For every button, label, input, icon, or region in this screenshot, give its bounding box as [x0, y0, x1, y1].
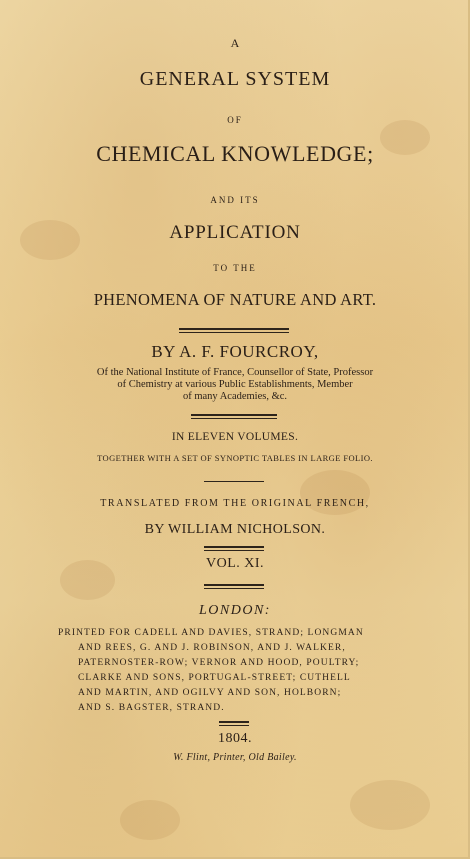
title-chemical-knowledge: CHEMICAL KNOWLEDGE;: [96, 141, 374, 166]
ornamental-rule: [204, 481, 264, 482]
translator-line: BY WILLIAM NICHOLSON.: [144, 522, 326, 537]
printers-line: CLARKE AND SONS, PORTUGAL-STREET; CUTHELL: [78, 673, 351, 683]
printers-line: PRINTED FOR CADELL AND DAVIES, STRAND; LONGMAN: [58, 628, 364, 638]
double-rule: [204, 546, 264, 551]
credentials-line: of Chemistry at various Public Establishments, Member: [117, 379, 353, 390]
credentials-line: Of the National Institute of France, Counsellor of State, Professor: [96, 367, 374, 378]
title-application: APPLICATION: [169, 222, 301, 243]
tables-line: TOGETHER WITH A SET OF SYNOPTIC TABLES IN LARGE FOLIO.: [97, 453, 373, 463]
title-general-system: GENERAL SYSTEM: [139, 68, 331, 90]
volumes-line: IN ELEVEN VOLUMES.: [171, 431, 299, 443]
printers-line: PATERNOSTER-ROW; VERNOR AND HOOD, POULTRY;: [78, 658, 360, 668]
title-and-its: AND ITS: [210, 195, 260, 205]
printers-line: AND REES, G. AND J. ROBINSON, AND J. WALKER,: [78, 643, 346, 653]
printers-line: AND S. BAGSTER, STRAND.: [78, 703, 225, 713]
author-line: BY A. F. FOURCROY,: [151, 342, 319, 361]
title-to-the: TO THE: [213, 263, 257, 273]
title-phenomena: PHENOMENA OF NATURE AND ART.: [93, 290, 377, 309]
publication-year: 1804.: [218, 731, 252, 746]
double-rule: [219, 721, 249, 726]
foxing-spot: [350, 780, 430, 830]
foxing-spot: [120, 800, 180, 840]
double-rule: [204, 584, 264, 589]
double-rule: [191, 414, 277, 419]
place-of-publication: LONDON:: [199, 603, 271, 618]
translated-line: TRANSLATED FROM THE ORIGINAL FRENCH,: [100, 498, 370, 509]
title-of: OF: [227, 115, 243, 125]
volume-number: VOL. XI.: [205, 556, 265, 571]
printer-imprint: W. Flint, Printer, Old Bailey.: [173, 752, 297, 763]
double-rule: [179, 328, 289, 333]
credentials-line: of many Academies, &c.: [182, 391, 288, 402]
title-article: A: [230, 36, 240, 50]
printers-line: AND MARTIN, AND OGILVY AND SON, HOLBORN;: [78, 688, 342, 698]
